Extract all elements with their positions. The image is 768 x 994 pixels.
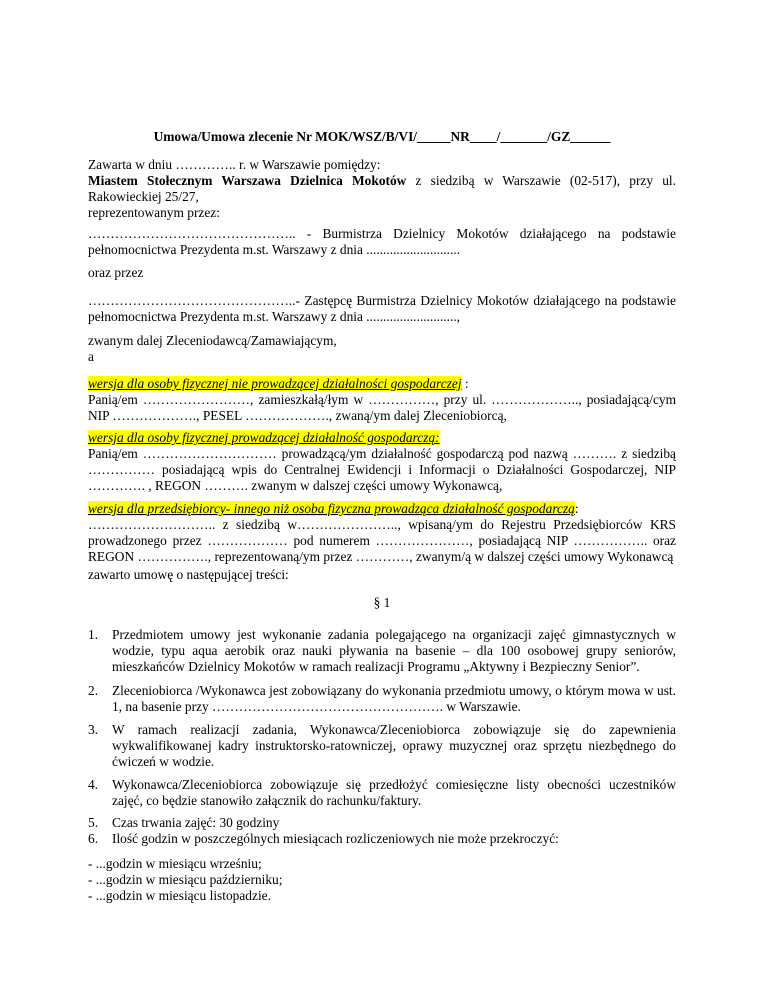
intro-party-name: Miastem Stołecznym Warszawa Dzielnica Mokotów	[88, 173, 407, 188]
variant-individual	[88, 376, 676, 424]
list-item-number: 6.	[88, 831, 99, 846]
list-item	[88, 627, 676, 675]
variant-sole-trader-body: Panią/em ………………………… prowadzącą/ym działalność gospodarczą pod nazwą ………. z siedzibą …………… posiadającą wpis do Centralnej Ewidencji i Informacji o Działalności Gospodarczej, NIP …………. , REGON ………. zwanym w dalszej części umowy Wykonawcą,	[88, 446, 676, 493]
list-item-text: W ramach realizacji zadania, Wykonawca/Zleceniobiorca zobowiązuje się do zapewnienia wykwalifikowanej kadry instruktorsko-ratowniczej, oprawy muzycznej oraz sprzętu niezbędnego do ćwiczeń w wodzie.	[112, 722, 676, 769]
section-marker: § 1	[373, 595, 391, 610]
intro-represented: reprezentowanym przez:	[88, 205, 220, 220]
variant-sole-trader	[88, 430, 676, 494]
list-item-text: Przedmiotem umowy jest wykonanie zadania polegającego na organizacji zajęć gimnastycznych w wodzie, typu aqua aerobik oraz nauki pływania na basenie – dla 100 osobowej grupy seniorów, mieszkańców Dzielnicy Mokotów w ramach realizacji Programu „Aktywny i Bezpieczny Senior”.	[112, 627, 676, 674]
hours-item-october: - ...godzin w miesiącu październiku;	[88, 872, 283, 887]
intro-party-address: z siedzibą w Warszawie (02-517), przy ul. Rakowieckiej 25/27,	[88, 173, 676, 204]
variant-individual-heading-suffix: :	[461, 376, 469, 391]
intro-party	[88, 173, 676, 205]
zawarto-line: zawarto umowę o następującej treści:	[88, 567, 289, 582]
intro-date-line: Zawarta w dniu ………….. r. w Warszawie pomiędzy:	[88, 157, 381, 172]
list-item-number: 3.	[88, 722, 99, 737]
variant-company-heading-text: wersja dla przedsiębiorcy- innego niż osoba fizyczna prowadząca działalność gospodarczą	[88, 501, 575, 516]
variant-company-heading	[88, 501, 579, 516]
list-item-text: Ilość godzin w poszczególnych miesiącach rozliczeniowych nie może przekroczyć:	[112, 831, 559, 846]
variant-individual-heading	[88, 376, 469, 391]
list-item	[88, 722, 676, 770]
list-item	[88, 683, 676, 715]
intro-paragraph	[88, 157, 676, 221]
list-item-number: 2.	[88, 683, 99, 698]
list-item	[88, 777, 676, 809]
list-item-number: 4.	[88, 777, 99, 792]
variant-company-heading-suffix: :	[574, 501, 579, 516]
variant-company	[88, 501, 676, 565]
list-item	[88, 815, 676, 831]
list-item-text: Czas trwania zajęć: 30 godziny	[112, 815, 280, 830]
list-item	[88, 831, 676, 847]
variant-individual-body: Panią/em ……………………, zamieszkałą/łym w ……………, przy ul. ……………….., posiadającą/cym NIP ………………., PESEL ………………., zwaną/ym dalej Zleceniobiorcą,	[88, 392, 676, 423]
variant-company-body: ……………………….. z siedzibą w………………….., wpisaną/ym do Rejestru Przedsiębiorców KRS prowadzonego przez ……………… pod numerem …………………, posiadającą NIP …………….. oraz REGON ……………., reprezentowaną/ym przez …………, zwanym/ą w dalszej części umowy Wykonawcą	[88, 517, 676, 564]
a-line: a	[88, 349, 94, 364]
list-item-number: 1.	[88, 627, 99, 642]
list-item-text: Zleceniobiorca /Wykonawca jest zobowiązany do wykonania przedmiotu umowy, o którym mowa w ust. 1, na basenie przy ……………………………………………. w Warszawie.	[112, 683, 676, 714]
variant-individual-heading-text: wersja dla osoby fizycznej nie prowadzącej działalności gospodarczej	[88, 376, 462, 391]
list-item-number: 5.	[88, 815, 99, 830]
representative-2: ………………………………………..- Zastępcę Burmistrza Dzielnicy Mokotów działającego na podstawie pełnomocnictwa Prezydenta m.st. Warszawy z dnia ...........................,	[88, 293, 676, 324]
variant-sole-trader-heading: wersja dla osoby fizycznej prowadzącej działalność gospodarczą:	[88, 430, 440, 445]
hours-item-november: - ...godzin w miesiącu listopadzie.	[88, 888, 271, 903]
list-item-text: Wykonawca/Zleceniobiorca zobowiązuje się przedłożyć comiesięczne listy obecności uczestników zajęć, co będzie stanowiło załącznik do rachunku/faktury.	[112, 777, 676, 808]
contract-title: Umowa/Umowa zlecenie Nr MOK/WSZ/B/VI/_____NR____/_______/GZ______	[153, 129, 611, 144]
zwanym-line: zwanym dalej Zleceniodawcą/Zamawiającym,	[88, 333, 337, 348]
oraz-line: oraz przez	[88, 265, 144, 280]
representative-1: ……………………………………….. - Burmistrza Dzielnicy Mokotów działającego na podstawie pełnomocnictwa Prezydenta m.st. Warszawy z dnia ............................	[88, 226, 676, 257]
hours-item-september: - ...godzin w miesiącu wrześniu;	[88, 856, 262, 871]
principal-naming	[88, 333, 676, 365]
